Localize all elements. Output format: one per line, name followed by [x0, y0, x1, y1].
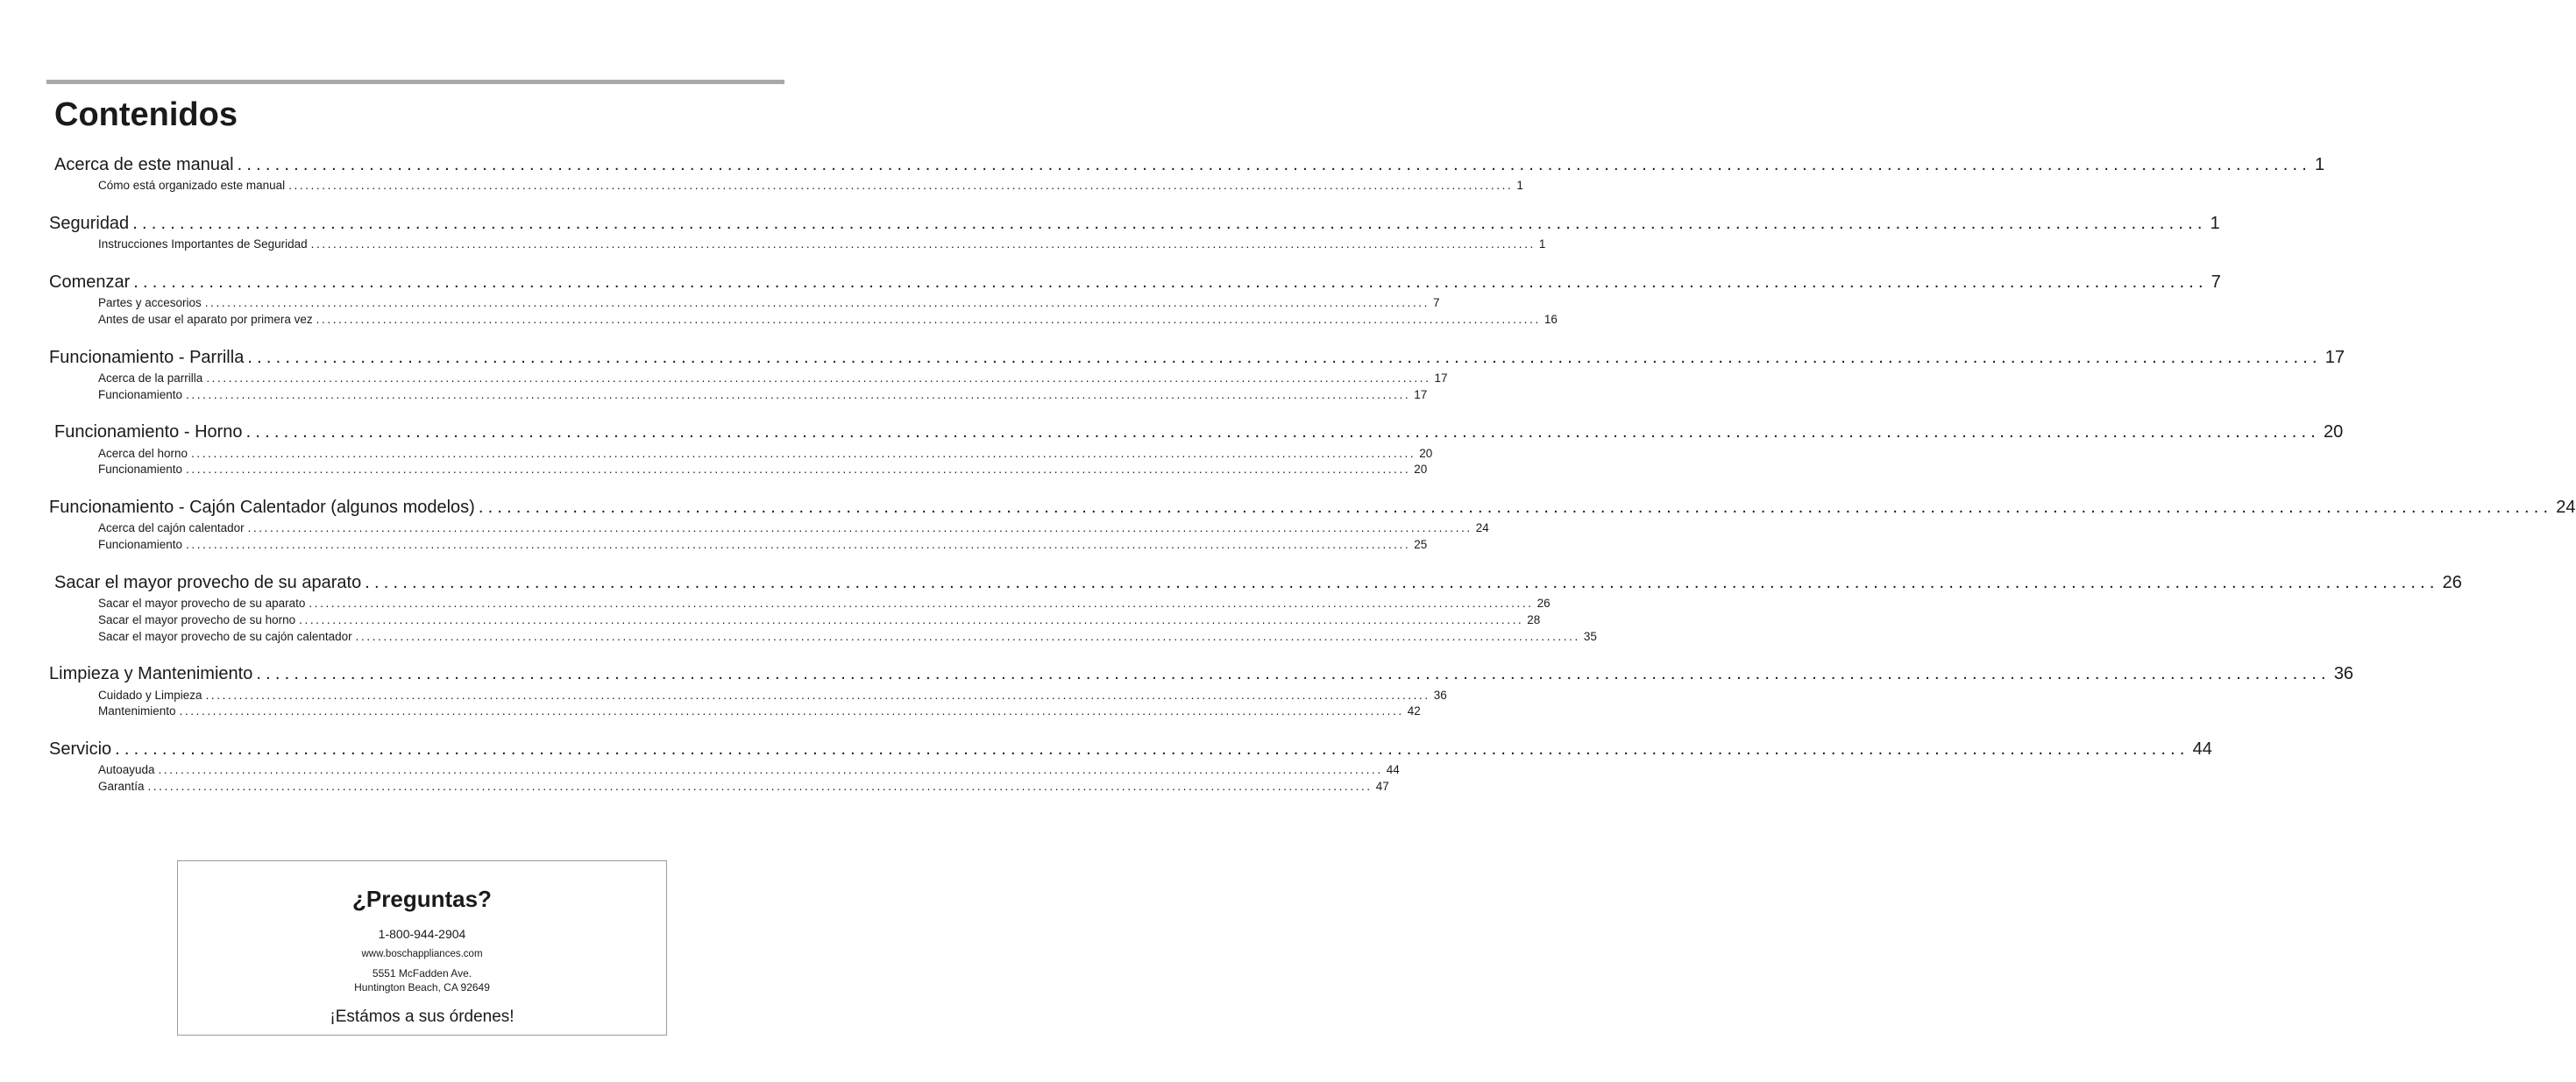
- toc-section-label: Servicio: [49, 739, 112, 759]
- toc-section-parrilla[interactable]: [49, 346, 2345, 369]
- toc-section-page: 36: [2333, 664, 2354, 683]
- toc-section-servicio[interactable]: [49, 738, 2212, 760]
- toc-item[interactable]: [98, 520, 1489, 536]
- toc-item[interactable]: [98, 312, 1558, 328]
- toc-leader-dots: ............................................................................................................................................................................................................................: [186, 463, 1411, 476]
- toc-section-page: 17: [2324, 348, 2345, 367]
- toc-item-page: 24: [1475, 521, 1489, 534]
- toc-item[interactable]: [98, 629, 1597, 645]
- toc-section-label: Limpieza y Mantenimiento: [49, 664, 253, 683]
- toc-item-page: 20: [1419, 447, 1433, 460]
- toc-section-page: 1: [2315, 155, 2325, 174]
- toc-item-label: Acerca del cajón calentador: [98, 521, 245, 534]
- toc-section-page: 26: [2442, 573, 2462, 592]
- toc-leader-dots: ............................................................................................................................................................................................................................: [247, 521, 1473, 534]
- toc-item-label: Cómo está organizado este manual: [98, 179, 286, 192]
- toc-leader-dots: ............................................................................................................................................................................................................................: [179, 704, 1404, 718]
- toc-leader-dots: ............................................................................................................................................................................................................................: [299, 613, 1524, 626]
- address-line-2: Huntington Beach, CA 92649: [354, 981, 490, 994]
- toc-leader-dots: ............................................................................................................................................................................................................................: [186, 538, 1411, 551]
- toc-section-label: Funcionamiento - Cajón Calentador (algunos modelos): [49, 498, 475, 517]
- toc-leader-dots: ............................................................................................................................................................................................................................: [115, 739, 2189, 759]
- toc-item-label: Funcionamiento: [98, 463, 183, 476]
- questions-title: ¿Preguntas?: [352, 886, 492, 912]
- toc-item[interactable]: [98, 387, 1428, 403]
- toc-item[interactable]: [98, 688, 1447, 704]
- toc-section-comenzar[interactable]: [49, 271, 2221, 293]
- toc-item-page: 44: [1386, 763, 1400, 776]
- toc-section-acerca[interactable]: [54, 153, 2325, 176]
- toc-item[interactable]: [98, 596, 1551, 612]
- toc-leader-dots: ............................................................................................................................................................................................................................: [247, 348, 2322, 367]
- toc-section-cajon[interactable]: [49, 496, 2576, 519]
- toc-section-label: Funcionamiento - Horno: [54, 422, 243, 442]
- questions-box: [177, 860, 667, 1036]
- toc-item-label: Cuidado y Limpieza: [98, 689, 202, 702]
- toc-item[interactable]: [98, 779, 1389, 795]
- toc-leader-dots: ............................................................................................................................................................................................................................: [132, 214, 2207, 233]
- toc-item-page: 42: [1407, 704, 1421, 718]
- toc-item-label: Garantía: [98, 780, 145, 793]
- toc-section-page: 20: [2324, 422, 2344, 442]
- toc-item-label: Funcionamiento: [98, 388, 183, 401]
- toc-item[interactable]: [98, 295, 1440, 311]
- toc-item-page: 17: [1434, 371, 1448, 385]
- toc-item[interactable]: [98, 178, 1523, 194]
- toc-item-page: 36: [1433, 689, 1447, 702]
- toc-item[interactable]: [98, 371, 1448, 386]
- toc-leader-dots: ............................................................................................................................................................................................................................: [186, 388, 1411, 401]
- toc-item-label: Sacar el mayor provecho de su aparato: [98, 597, 306, 610]
- toc-section-horno[interactable]: [54, 421, 2344, 443]
- toc-section-seguridad[interactable]: [49, 212, 2220, 235]
- toc-item-page: 7: [1432, 296, 1440, 309]
- toc-leader-dots: ............................................................................................................................................................................................................................: [206, 371, 1431, 385]
- toc-item-page: 47: [1375, 780, 1389, 793]
- toc-item-label: Acerca del horno: [98, 447, 188, 460]
- toc-leader-dots: ............................................................................................................................................................................................................................: [158, 763, 1383, 776]
- toc-item-page: 1: [1516, 179, 1523, 192]
- toc-item-label: Mantenimiento: [98, 704, 176, 718]
- toc-leader-dots: ............................................................................................................................................................................................................................: [245, 422, 2321, 442]
- toc-leader-dots: ............................................................................................................................................................................................................................: [309, 597, 1534, 610]
- toc-item-page: 35: [1583, 630, 1597, 643]
- toc-section-page: 44: [2192, 739, 2212, 759]
- toc-leader-dots: ............................................................................................................................................................................................................................: [147, 780, 1373, 793]
- toc-leader-dots: ............................................................................................................................................................................................................................: [205, 689, 1430, 702]
- toc-leader-dots: ............................................................................................................................................................................................................................: [310, 237, 1536, 251]
- toc-item-label: Instrucciones Importantes de Seguridad: [98, 237, 308, 251]
- page-title: Contenidos: [54, 96, 238, 133]
- toc-item-label: Funcionamiento: [98, 538, 183, 551]
- toc-item-page: 28: [1527, 613, 1541, 626]
- toc-section-label: Acerca de este manual: [54, 155, 234, 174]
- toc-item-label: Acerca de la parrilla: [98, 371, 203, 385]
- toc-item-page: 17: [1414, 388, 1428, 401]
- toc-leader-dots: ............................................................................................................................................................................................................................: [237, 155, 2312, 174]
- toc-leader-dots: ............................................................................................................................................................................................................................: [316, 313, 1541, 326]
- top-rule: [46, 80, 784, 84]
- toc-section-label: Funcionamiento - Parrilla: [49, 348, 245, 367]
- toc-leader-dots: ............................................................................................................................................................................................................................: [133, 272, 2208, 292]
- toc-item[interactable]: [98, 612, 1541, 628]
- toc-item-label: Sacar el mayor provecho de su horno: [98, 613, 296, 626]
- toc-leader-dots: ............................................................................................................................................................................................................................: [478, 498, 2553, 517]
- toc-section-label: Sacar el mayor provecho de su aparato: [54, 573, 362, 592]
- toc-item-label: Autoayuda: [98, 763, 155, 776]
- toc-leader-dots: ............................................................................................................................................................................................................................: [355, 630, 1580, 643]
- toc-item-label: Sacar el mayor provecho de su cajón calentador: [98, 630, 352, 643]
- toc-item-page: 1: [1538, 237, 1546, 251]
- toc-item[interactable]: [98, 446, 1433, 462]
- toc-section-page: 24: [2556, 498, 2576, 517]
- toc-section-limpieza[interactable]: [49, 662, 2354, 685]
- toc-item[interactable]: [98, 537, 1428, 553]
- toc-leader-dots: ............................................................................................................................................................................................................................: [256, 664, 2331, 683]
- toc-item-page: 20: [1414, 463, 1428, 476]
- toc-item-page: 25: [1414, 538, 1428, 551]
- toc-section-label: Comenzar: [49, 272, 131, 292]
- toc-leader-dots: ............................................................................................................................................................................................................................: [204, 296, 1430, 309]
- toc-item[interactable]: [98, 704, 1421, 719]
- toc-section-page: 1: [2210, 214, 2220, 233]
- toc-section-provecho[interactable]: [54, 571, 2462, 594]
- phone-number[interactable]: 1-800-944-2904: [378, 927, 466, 941]
- toc-item-label: Partes y accesorios: [98, 296, 202, 309]
- toc-section-page: 7: [2211, 272, 2221, 292]
- toc-leader-dots: ............................................................................................................................................................................................................................: [365, 573, 2439, 592]
- closing-text: ¡Estámos a sus órdenes!: [330, 1008, 514, 1026]
- toc-item-page: 16: [1543, 313, 1558, 326]
- toc-item-label: Antes de usar el aparato por primera vez: [98, 313, 313, 326]
- website-link[interactable]: www.boschappliances.com: [361, 949, 483, 959]
- toc-item[interactable]: [98, 762, 1400, 778]
- toc-item[interactable]: [98, 237, 1546, 252]
- toc-item[interactable]: [98, 462, 1428, 477]
- toc-leader-dots: ............................................................................................................................................................................................................................: [191, 447, 1416, 460]
- address-line-1: 5551 McFadden Ave.: [372, 967, 472, 979]
- toc-section-label: Seguridad: [49, 214, 130, 233]
- toc-item-page: 26: [1536, 597, 1551, 610]
- toc-leader-dots: ............................................................................................................................................................................................................................: [288, 179, 1514, 192]
